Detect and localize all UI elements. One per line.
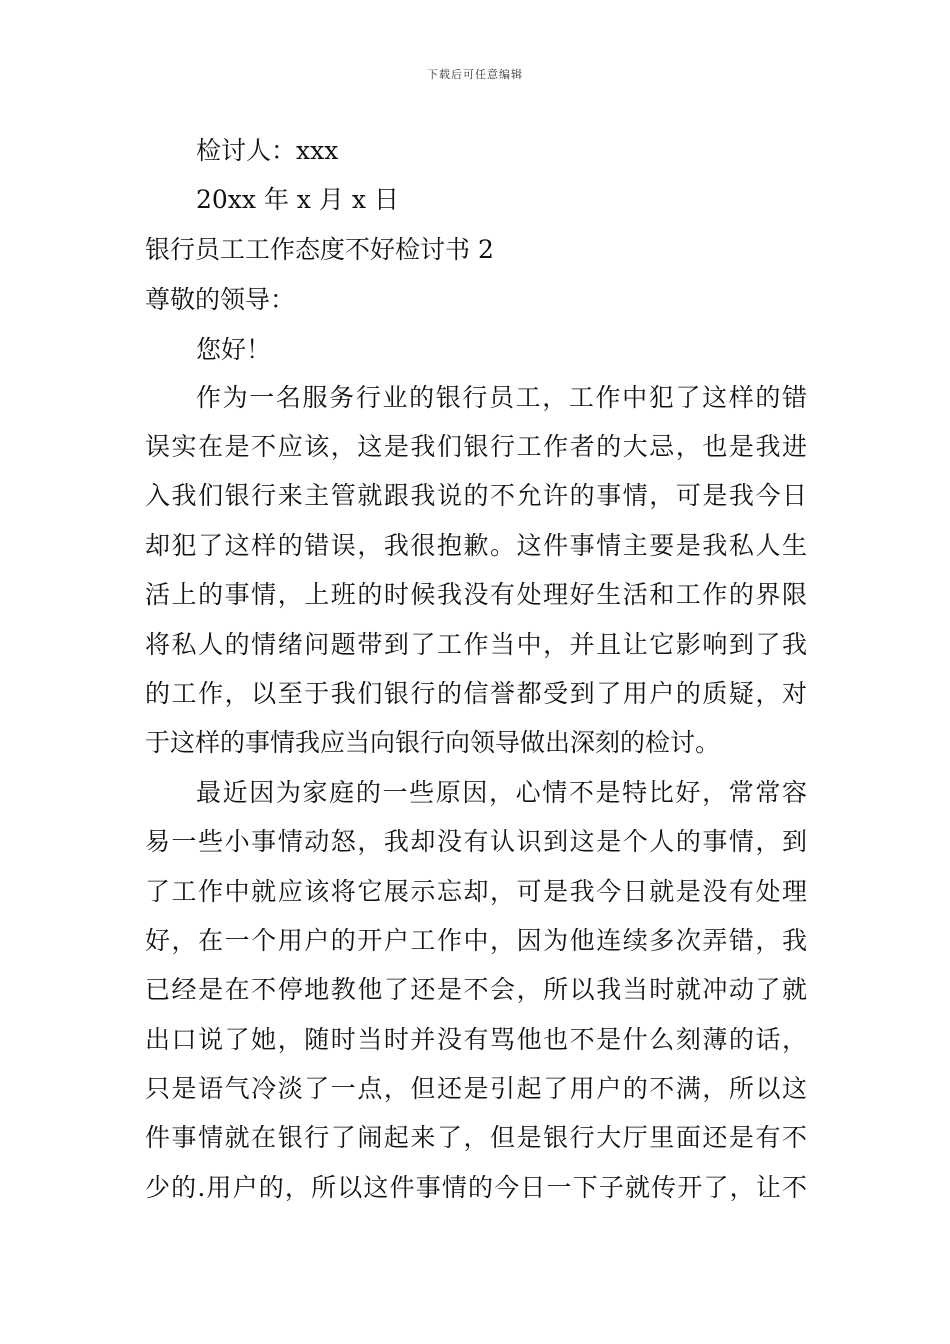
paragraph-line: 最近因为家庭的一些原因，心情不是特比好，常常容 xyxy=(196,778,807,807)
paragraph-line: 入我们银行来主管就跟我说的不允许的事情，可是我今日 xyxy=(145,481,807,510)
paragraph-line: 却犯了这样的错误，我很抱歉。这件事情主要是我私人生 xyxy=(145,531,807,560)
paragraph-line: 出口说了她，随时当时并没有骂他也不是什么刻薄的话， xyxy=(145,1025,807,1054)
document-title: 银行员工工作态度不好检讨书 2 xyxy=(145,235,494,264)
paragraph-line: 的工作，以至于我们银行的信誉都受到了用户的质疑，对 xyxy=(145,679,807,708)
paragraph-line: 好，在一个用户的开户工作中，因为他连续多次弄错，我 xyxy=(145,926,807,955)
paragraph-line: 了工作中就应该将它展示忘却，可是我今日就是没有处理 xyxy=(145,877,807,906)
paragraph-line: 活上的事情，上班的时候我没有处理好生活和工作的界限 xyxy=(145,580,807,609)
signature-author: 检讨人：xxx xyxy=(196,136,339,165)
salutation: 尊敬的领导： xyxy=(145,285,296,314)
paragraph-line: 误实在是不应该，这是我们银行工作者的大忌，也是我进 xyxy=(145,432,807,461)
paragraph-line: 已经是在不停地教他了还是不会，所以我当时就冲动了就 xyxy=(145,975,807,1004)
paragraph-line: 易一些小事情动怒，我却没有认识到这是个人的事情，到 xyxy=(145,827,807,856)
paragraph-line: 件事情就在银行了闹起来了，但是银行大厅里面还是有不 xyxy=(145,1123,807,1152)
paragraph-line: 于这样的事情我应当向银行向领导做出深刻的检讨。 xyxy=(145,728,721,757)
paragraph-line: 少的.用户的，所以这件事情的今日一下子就传开了，让不 xyxy=(145,1173,807,1202)
paragraph-line: 作为一名服务行业的银行员工，工作中犯了这样的错 xyxy=(196,383,807,412)
signature-date: 20xx 年 x 月 x 日 xyxy=(196,185,399,214)
paragraph-line: 将私人的情绪问题带到了工作当中，并且让它影响到了我 xyxy=(145,630,807,659)
paragraph-line: 只是语气冷淡了一点，但还是引起了用户的不满，所以这 xyxy=(145,1074,807,1103)
header-note: 下载后可任意编辑 xyxy=(427,68,523,81)
greeting: 您好！ xyxy=(196,335,272,364)
